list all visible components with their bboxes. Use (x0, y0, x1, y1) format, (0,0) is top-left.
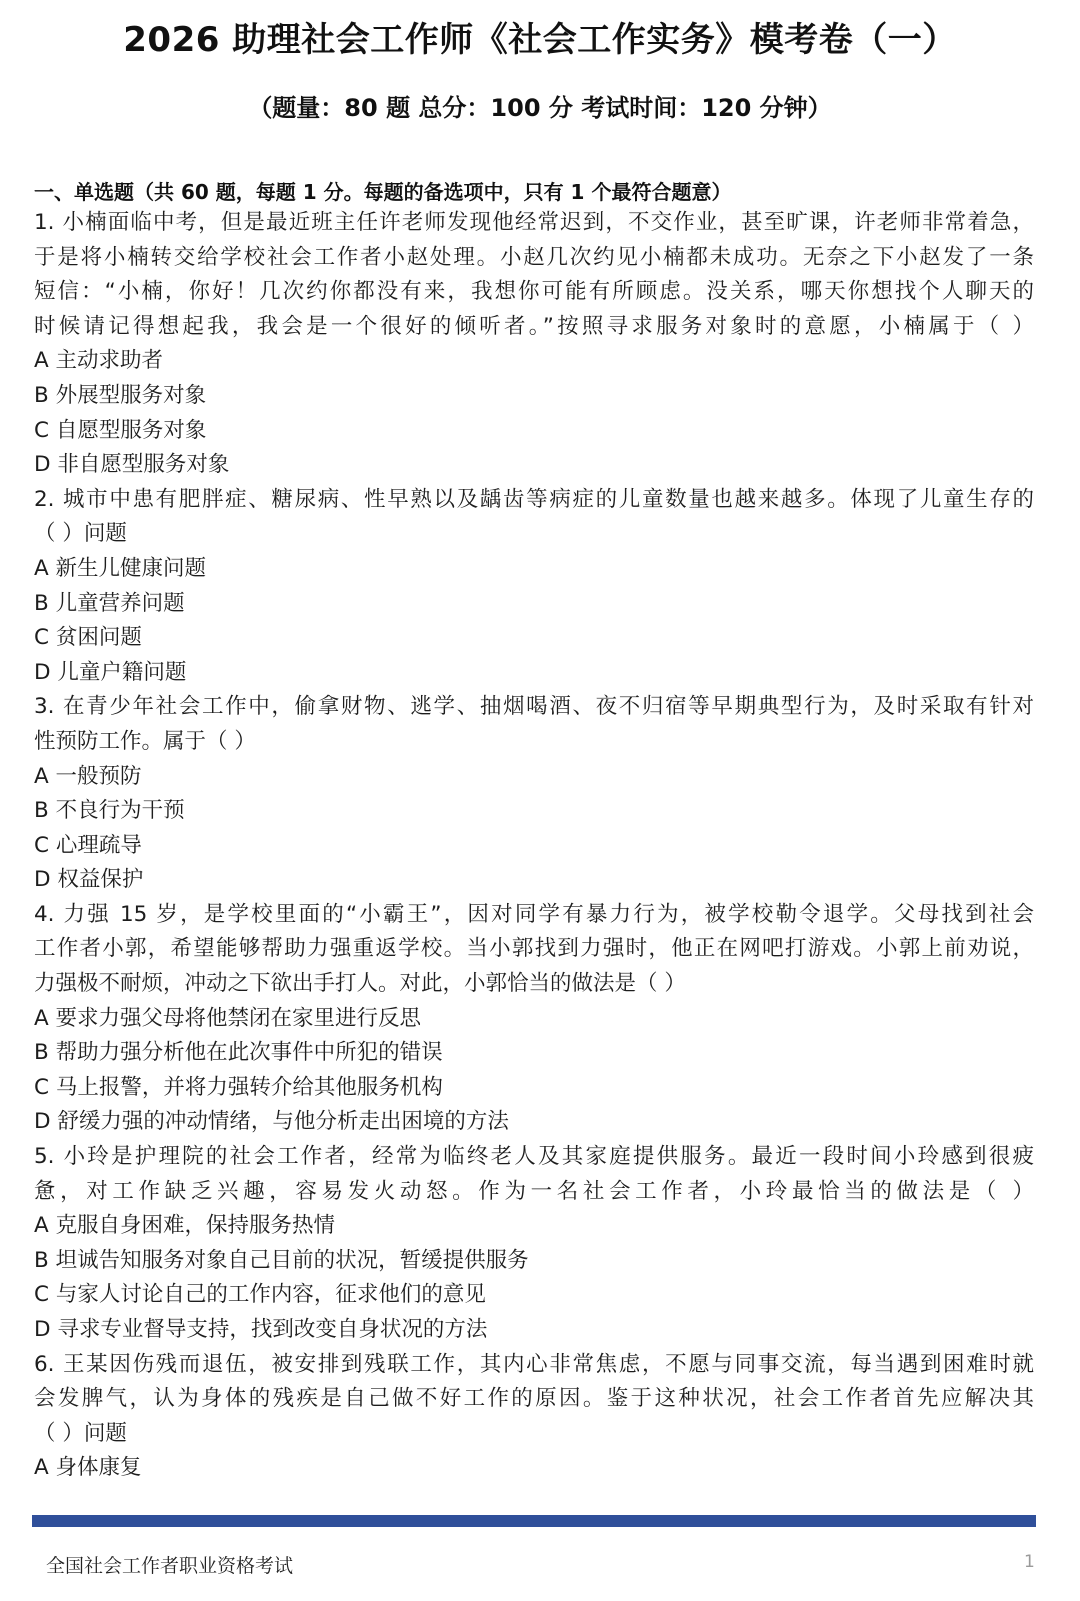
answer-option: B 不良行为干预 (34, 798, 185, 824)
question-text-line: （ ）问题 (34, 521, 127, 547)
question-text-line: 工作者小郭，希望能够帮助力强重返学校。当小郭找到力强时，他正在网吧打游戏。小郭上前劝说， (34, 936, 1034, 962)
answer-option: C 与家人讨论自己的工作内容，征求他们的意见 (34, 1282, 486, 1308)
question-text-line: 性预防工作。属于（ ） (34, 728, 256, 754)
footer-label: 全国社会工作者职业资格考试 (46, 1555, 294, 1577)
answer-option: A 新生儿健康问题 (34, 555, 207, 581)
question-text-line: 惫，对工作缺乏兴趣，容易发火动怒。作为一名社会工作者，小玲最恰当的做法是（ ） (34, 1178, 1034, 1204)
question-text-line: 时候请记得想起我，我会是一个很好的倾听者。”按照寻求服务对象时的意愿，小楠属于（ ） (34, 313, 1034, 339)
page-number: 1 (1024, 1552, 1035, 1572)
page-title: 2026 助理社会工作师《社会工作实务》模考卷（一） (123, 20, 957, 60)
answer-option: C 自愿型服务对象 (34, 417, 207, 443)
question-text-line: 5. 小玲是护理院的社会工作者，经常为临终老人及其家庭提供服务。最近一段时间小玲感到很疲 (34, 1144, 1034, 1170)
answer-option: D 舒缓力强的冲动情绪，与他分析走出困境的方法 (34, 1109, 509, 1135)
answer-option: D 寻求专业督导支持，找到改变自身状况的方法 (34, 1317, 488, 1342)
question-text-line: 6. 王某因伤残而退伍，被安排到残联工作，其内心非常焦虑，不愿与同事交流，每当遇到困难时就 (34, 1351, 1034, 1377)
question-text-line: 3. 在青少年社会工作中，偷拿财物、逃学、抽烟喝酒、夜不归宿等早期典型行为，及时采取有针对 (34, 694, 1034, 720)
answer-option: C 心理疏导 (34, 832, 142, 858)
question-text-line: 于是将小楠转交给学校社会工作者小赵处理。小赵几次约见小楠都未成功。无奈之下小赵发了一条 (34, 244, 1034, 270)
question-text-line: 会发脾气，认为身体的残疾是自己做不好工作的原因。鉴于这种状况，社会工作者首先应解决其 (34, 1386, 1034, 1412)
question-text-line: 力强极不耐烦，冲动之下欲出手打人。对此，小郭恰当的做法是（ ） (34, 971, 686, 997)
answer-option: B 儿童营养问题 (34, 590, 185, 616)
answer-option: C 贫困问题 (34, 625, 142, 651)
answer-option: A 主动求助者 (34, 348, 164, 374)
question-text-line: 4. 力强 15 岁，是学校里面的“小霸王”，因对同学有暴力行为，被学校勒令退学。父母找到社会 (34, 901, 1034, 927)
question-text-line: 短信：“小楠，你好！几次约你都没有来，我想你可能有所顾虑。没关系，哪天你想找个人聊天的 (34, 279, 1034, 305)
answer-option: A 身体康复 (34, 1455, 142, 1481)
answer-option: A 一般预防 (34, 763, 142, 789)
question-list (34, 206, 1034, 1486)
answer-option: B 帮助力强分析他在此次事件中所犯的错误 (34, 1040, 443, 1066)
question-text-line: 1. 小楠面临中考，但是最近班主任许老师发现他经常迟到，不交作业，甚至旷课，许老师非常着急， (34, 210, 1034, 235)
answer-option: B 坦诚告知服务对象自己目前的状况，暂缓提供服务 (34, 1247, 529, 1273)
answer-option: C 马上报警，并将力强转介给其他服务机构 (34, 1074, 443, 1100)
answer-option: A 克服自身困难，保持服务热情 (34, 1213, 336, 1239)
question-text-line: （ ）问题 (34, 1420, 127, 1446)
footer-divider (32, 1515, 1036, 1527)
answer-option: D 非自愿型服务对象 (34, 452, 230, 478)
answer-option: A 要求力强父母将他禁闭在家里进行反思 (34, 1005, 422, 1031)
answer-option: D 权益保护 (34, 867, 144, 893)
section-heading: 一、单选题（共 60 题，每题 1 分。每题的备选项中，只有 1 个最符合题意） (34, 180, 732, 204)
answer-option: B 外展型服务对象 (34, 382, 207, 408)
question-text-line: 2. 城市中患有肥胖症、糖尿病、性早熟以及龋齿等病症的儿童数量也越来越多。体现了儿童生存的 (34, 486, 1034, 512)
answer-option: D 儿童户籍问题 (34, 659, 187, 685)
exam-info: （题量：80 题 总分：100 分 考试时间：120 分钟） (248, 94, 832, 122)
